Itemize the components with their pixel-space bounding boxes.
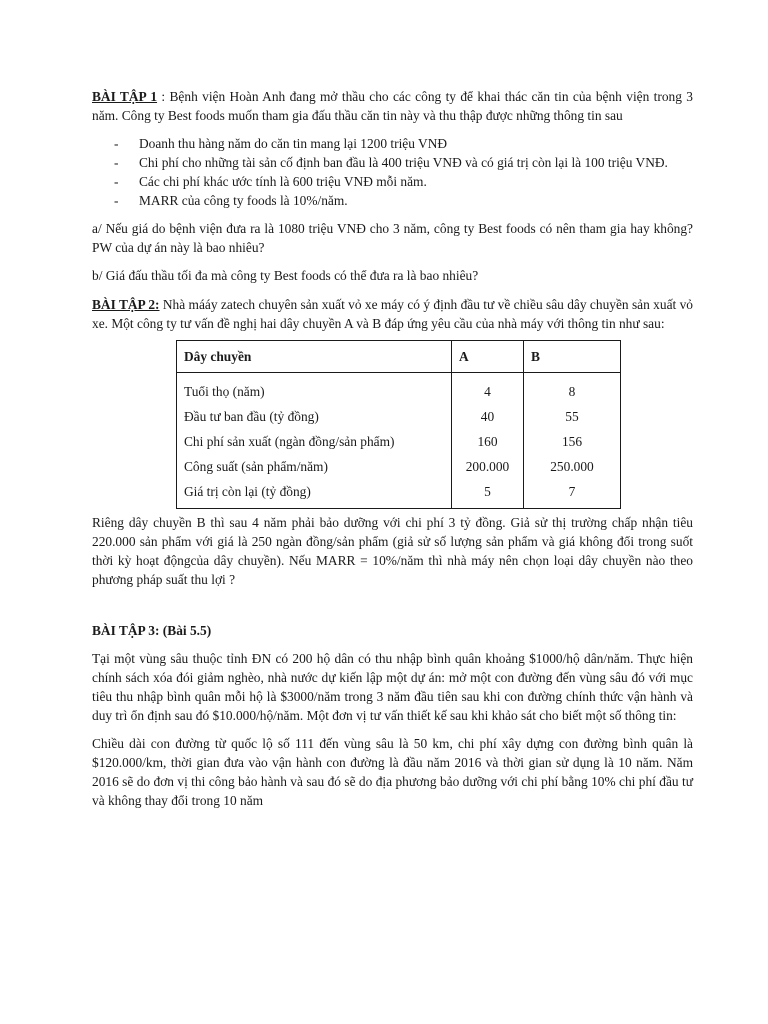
list-item-text: Doanh thu hàng năm do căn tin mang lại 1200 triệu VNĐ [139, 136, 448, 151]
list-dash: - [114, 174, 119, 189]
list-item [92, 191, 693, 210]
list-item [92, 172, 693, 191]
table-cell: 8 [524, 373, 621, 405]
exercise-2-title: BÀI TẬP 2: [92, 297, 160, 312]
exercise-2-intro [92, 295, 693, 333]
table-row [177, 404, 621, 429]
list-item-text: Chi phí cho những tài sản cố định ban đầu là 400 triệu VNĐ và có giá trị còn lại là 100 triệu VNĐ. [139, 155, 668, 170]
table-cell: 5 [452, 479, 524, 509]
exercise-2-text: Riêng dây chuyền B thì sau 4 năm phải bảo dưỡng với chi phí 3 tỷ đồng. Giả sử thị trường chấp nhận tiêu 220.000 sản phẩm với giá là 250 ngàn đồng/sản phẩm (giả sử số lượng sản phẩm và giá không đổi trong suốt thời kỳ hoạt độngcủa dây chuyền). Nếu MARR = 10%/năm thì nhà máy nên chọn loại dây chuyền nào theo phương pháp suất thu lợi ? [92, 515, 693, 587]
list-dash: - [114, 193, 119, 208]
table-cell: 156 [524, 429, 621, 454]
list-item [92, 153, 693, 172]
exercise-3-paragraph-2: Chiều dài con đường từ quốc lộ số 111 đến vùng sâu là 50 km, chi phí xây dựng con đường bình quân là $120.000/km, thời gian đưa vào vận hành con đường là đầu năm 2016 và thời gian sử dụng là 10 năm. Năm 2016 sẽ do đơn vị thi công bảo hành và sau đó sẽ do địa phương bảo dưỡng với chi phí bằng 10% chi phí đầu tư và không thay đổi trong 10 năm [92, 736, 693, 808]
table-cell: Đầu tư ban đầu (tỷ đồng) [177, 404, 452, 429]
exercise-1-intro [92, 87, 693, 125]
table-row [177, 429, 621, 454]
table-row [177, 373, 621, 405]
table-cell: 40 [452, 404, 524, 429]
exercise-1-intro-text: : Bệnh viện Hoàn Anh đang mở thầu cho các công ty để khai thác căn tin của bệnh viện trong 3 năm. Công ty Best foods muốn tham gia đấu thầu căn tin này và thu thập được những thông tin sau [92, 89, 693, 123]
exercise-3-title: BÀI TẬP 3: (Bài 5.5) [92, 623, 212, 638]
production-line-table [176, 340, 621, 509]
table-header-cell: Dây chuyền [177, 341, 452, 373]
table-cell: 250.000 [524, 454, 621, 479]
table-cell: Tuổi thọ (năm) [177, 373, 452, 405]
document-body [92, 87, 693, 810]
table-cell: 4 [452, 373, 524, 405]
table-cell: 7 [524, 479, 621, 509]
list-dash: - [114, 155, 119, 170]
table-header-cell: A [452, 341, 524, 373]
exercise-1-question-a: a/ Nếu giá do bệnh viện đưa ra là 1080 triệu VNĐ cho 3 năm, công ty Best foods có nên tham gia hay không? PW của dự án này là bao nhiêu? [92, 221, 693, 255]
exercise-3-paragraph-1: Tại một vùng sâu thuộc tỉnh ĐN có 200 hộ dân có thu nhập bình quân khoảng $1000/hộ dân/năm. Thực hiện chính sách xóa đói giảm nghèo, nhà nước dự kiến lập một dự án: mở một con đường đến vùng sâu đó với mục tiêu thu nhập bình quân mỗi hộ là $3000/năm trong 3 năm đầu tiên sau khi con đường chính thức vận hành và duy trì ổn định sau đó $10.000/hộ/năm. Một đơn vị tư vấn thiết kế sau khi khảo sát cho biết một số thông tin: [92, 651, 693, 723]
list-item-text: Các chi phí khác ước tính là 600 triệu VNĐ mỗi năm. [139, 174, 427, 189]
table-cell: 55 [524, 404, 621, 429]
table-cell: 200.000 [452, 454, 524, 479]
exercise-2-intro-text: Nhà mááy zatech chuyên sản xuất vỏ xe máy có ý định đầu tư về chiều sâu dây chuyền sản xuất vỏ xe. Một công ty tư vấn đề nghị hai dây chuyền A và B đáp ứng yêu cầu của nhà máy với thông tin như sau: [92, 297, 693, 331]
table-cell: Chi phí sản xuất (ngàn đồng/sản phẩm) [177, 429, 452, 454]
list-item-text: MARR của công ty foods là 10%/năm. [139, 193, 348, 208]
table-header-row [177, 341, 621, 373]
list-item [92, 134, 693, 153]
exercise-1-title: BÀI TẬP 1 [92, 89, 158, 104]
list-dash: - [114, 136, 119, 151]
table-row [177, 479, 621, 509]
exercise-1-info-list [92, 134, 693, 210]
table-cell: Công suất (sản phẩm/năm) [177, 454, 452, 479]
table-row [177, 454, 621, 479]
table-header-cell: B [524, 341, 621, 373]
exercise-1-question-b: b/ Giá đấu thầu tối đa mà công ty Best foods có thể đưa ra là bao nhiêu? [92, 268, 479, 283]
table-cell: Giá trị còn lại (tỷ đồng) [177, 479, 452, 509]
table-cell: 160 [452, 429, 524, 454]
